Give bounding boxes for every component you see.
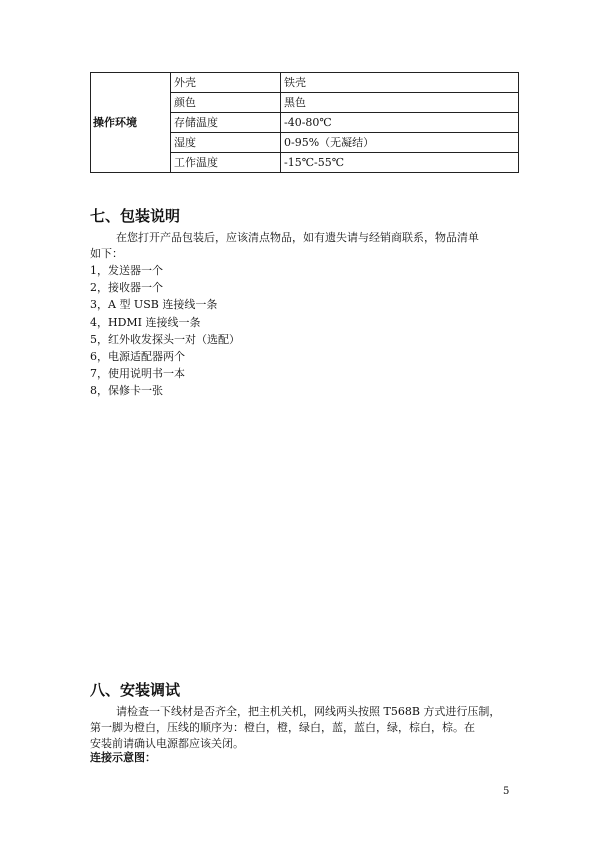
install-line2: 第一脚为橙白，压线的顺序为：橙白，橙，绿白，蓝，蓝白，绿，棕白，棕。在: [90, 721, 475, 734]
list-item: 7，使用说明书一本: [90, 367, 185, 381]
packing-section-title: 七、包装说明: [90, 207, 181, 225]
packing-list: [90, 262, 240, 400]
diagram-label: 连接示意图：: [90, 751, 156, 764]
list-item: 3，A 型 USB 连接线一条: [90, 298, 218, 312]
packing-intro-line1: 在您打开产品包装后，应该清点物品，如有遗失请与经销商联系，物品清单: [116, 231, 479, 244]
spec-value: -15℃-55℃: [281, 153, 519, 173]
list-item: 2，接收器一个: [90, 281, 163, 295]
list-item: 1，发送器一个: [90, 264, 163, 277]
spec-value: 0-95%（无凝结）: [281, 133, 519, 153]
spec-name: 外壳: [171, 73, 281, 93]
spec-value: -40-80℃: [281, 113, 519, 133]
spec-table: [90, 72, 519, 173]
group-label: 操作环境: [91, 73, 171, 173]
spec-name: 工作温度: [171, 153, 281, 173]
list-item: 6，电源适配器两个: [90, 350, 185, 364]
table-row: [91, 73, 519, 93]
spec-value: 黑色: [281, 93, 519, 113]
list-item: 4，HDMI 连接线一条: [90, 315, 201, 329]
page-number: 5: [503, 786, 510, 797]
spec-name: 存储温度: [171, 113, 281, 133]
spec-name: 颜色: [171, 93, 281, 113]
list-item: 8，保修卡一张: [90, 384, 163, 398]
packing-intro-line2: 如下：: [90, 247, 123, 260]
spec-value: 铁壳: [281, 73, 519, 93]
list-item: 5，红外收发探头一对（选配）: [90, 332, 240, 346]
install-line1: 请检查一下线材是否齐全，把主机关机，网线两头按照 T568B 方式进行压制，: [116, 705, 501, 718]
spec-name: 湿度: [171, 133, 281, 153]
install-line3: 安装前请确认电源都应该关闭。: [90, 737, 244, 750]
install-section-title: 八、安装调试: [90, 681, 181, 699]
